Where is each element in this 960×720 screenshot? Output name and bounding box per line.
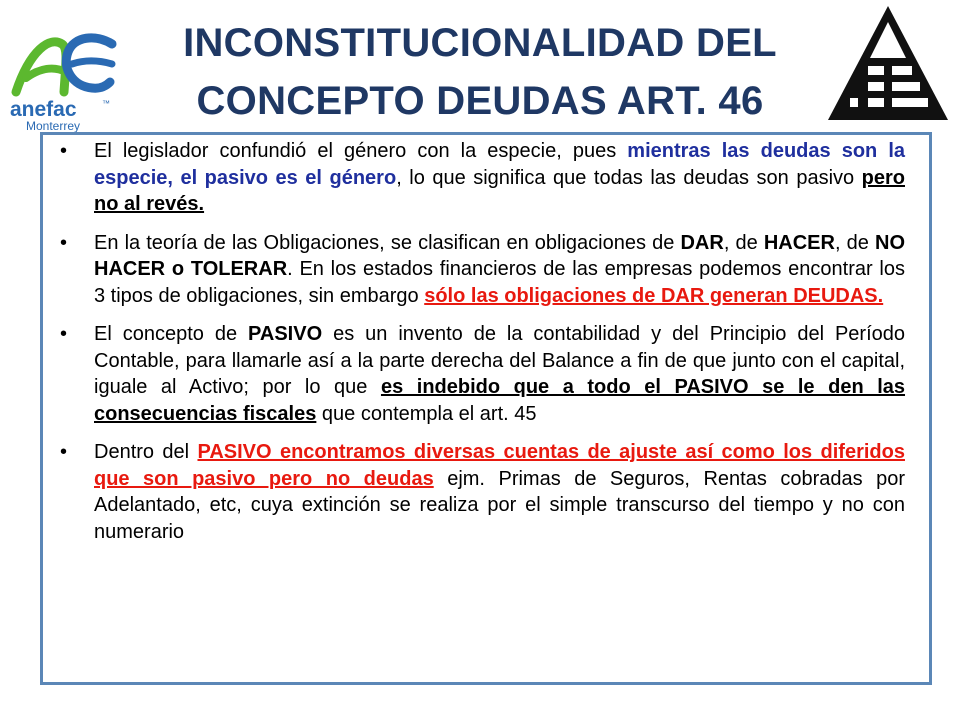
- bullet-item: [60, 138, 905, 218]
- bullet-icon: •: [60, 231, 68, 254]
- bullet-text: El legislador confundió el género con la especie, pues: [94, 140, 628, 162]
- bullet-text: . En los estados financieros de las empresas podemos encontrar los 3 tipos de obligaciones, sin embargo: [94, 258, 905, 307]
- anefac-logo-tm: ™: [102, 99, 110, 108]
- bullet-highlight-red: sólo las obligaciones de DAR generan DEUDAS.: [424, 284, 884, 307]
- bullet-bold: NO HACER o TOLERAR: [94, 231, 905, 280]
- bullet-text: , de: [834, 231, 875, 254]
- bullet-text: que contempla el art. 45: [316, 402, 537, 425]
- anefac-logo: [8, 22, 120, 134]
- bullet-item: [60, 230, 905, 310]
- title-line-1: INCONSTITUCIONALIDAD DEL: [183, 21, 777, 65]
- title-line-2: CONCEPTO DEUDAS ART. 46: [196, 79, 764, 123]
- bullet-text: es un invento de la contabilidad y del Principio del Período Contable, para llamarle así a la parte derecha del Balance a fin de que junto con el capital, iguale al Activo; por lo que: [94, 323, 906, 398]
- bullet-icon: •: [60, 323, 68, 345]
- anefac-logo-city: Monterrey: [26, 119, 81, 133]
- bullet-emphasis: pero no al revés.: [94, 166, 905, 215]
- slide-title: [140, 14, 820, 130]
- bullet-item: [60, 439, 905, 545]
- bullet-list: [60, 138, 905, 557]
- bullet-bold: PASIVO: [248, 323, 323, 345]
- bullet-icon: •: [60, 140, 68, 162]
- bullet-bold: DAR: [680, 231, 724, 254]
- bullet-text: , de: [723, 231, 764, 254]
- bullet-highlight-red: PASIVO encontramos diversas cuentas de ajuste así como los diferidos que son pasivo pero no deudas: [94, 441, 905, 490]
- bullet-text: En la teoría de las Obligaciones, se clasifican en obligaciones de: [94, 231, 681, 254]
- triangle-logo: [828, 4, 950, 122]
- bullet-highlight-blue: mientras las deudas son la especie, el pasivo es el género: [94, 140, 906, 189]
- bullet-text: El concepto de: [94, 323, 249, 345]
- bullet-bold: HACER: [763, 231, 835, 254]
- anefac-logo-name: anefac: [10, 98, 77, 121]
- bullet-text: ejm. Primas de Seguros, Rentas cobradas por Adelantado, etc, cuya extinción se realiza por el simple transcurso del tiempo y no con numerario: [94, 467, 905, 543]
- triangle-logo-mark: [828, 4, 950, 122]
- bullet-icon: •: [60, 441, 68, 463]
- bullet-text: , lo que significa que todas las deudas son pasivo: [396, 166, 862, 189]
- bullet-emphasis: es indebido que a todo el PASIVO se le den las consecuencias fiscales: [94, 376, 906, 425]
- bullet-text: Dentro del: [94, 441, 198, 463]
- bullet-item: [60, 321, 905, 427]
- anefac-logo-mark: [8, 22, 120, 134]
